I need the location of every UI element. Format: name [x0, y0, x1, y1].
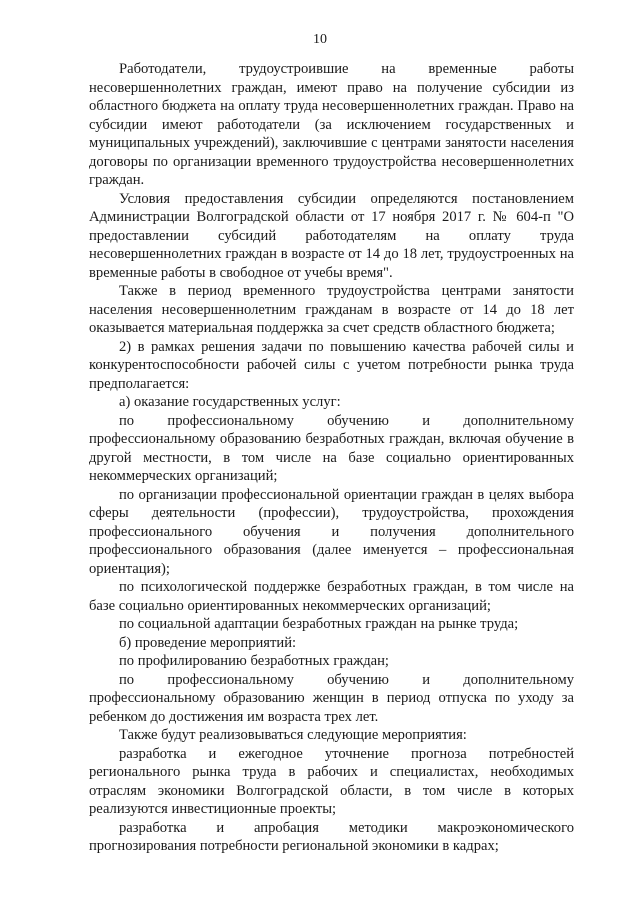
paragraph-psychological-support: по психологической поддержке безработных граждан, в том числе на базе социально ориентированных некоммерческих организаций;: [89, 579, 574, 614]
paragraph-labor-forecast: разработка и ежегодное уточнение прогноза потребностей регионального рынка труда в рабочих и специалистах, необходимых отраслям экономики Волгоградской области, в том числе в которых реализуются инвестиционные проекты;: [89, 745, 574, 817]
document-body: [89, 60, 574, 856]
paragraph-subsidy-conditions: Условия предоставления субсидии определяются постановлением Администрации Волгоградской области от 17 ноября 2017 г. № 604-п "О предоставлении субсидий работодателям на оплату труда несовершеннолетних граждан в возрасте от 14 до 18 лет, трудоустроенных на временные работы в свободное от учебы время".: [89, 190, 574, 281]
paragraph-social-adaptation: по социальной адаптации безработных граждан на рынке труда;: [119, 616, 519, 632]
paragraph-item-a: а) оказание государственных услуг:: [119, 394, 341, 410]
paragraph-employers-subsidy: Работодатели, трудоустроившие на временные работы несовершеннолетних граждан, имеют право на получение субсидии из областного бюджета на оплату труда несовершеннолетних граждан. Право на субсидии имеют работодатели (за исключением государственных и муниципальных учреждений), заключившие с центрами занятости населения договоры по организации временного трудоустройства несовершеннолетних граждан.: [89, 61, 574, 188]
page-number: 10: [313, 32, 327, 47]
paragraph-item-b: б) проведение мероприятий:: [119, 634, 297, 651]
paragraph-professional-training: по профессиональному обучению и дополнительному профессиональному образованию безработных граждан, включая обучение в другой местности, в том числе на базе социально ориентированных некоммерческих организаций;: [89, 412, 574, 484]
paragraph-additional-measures: Также будут реализовываться следующие мероприятия:: [119, 727, 467, 743]
paragraph-profiling: по профилированию безработных граждан;: [119, 653, 389, 669]
paragraph-material-support: Также в период временного трудоустройства центрами занятости населения несовершеннолетним гражданам в возрасте от 14 до 18 лет оказывается материальная поддержка за счет средств областного бюджета;: [89, 283, 574, 336]
paragraph-task-2: 2) в рамках решения задачи по повышению качества рабочей силы и конкурентоспособности рабочей силы с учетом потребности рынка труда предполагается:: [89, 338, 574, 392]
paragraph-forecast-methodology: разработка и апробация методики макроэкономического прогнозирования потребности региональной экономики в кадрах;: [89, 819, 574, 854]
paragraph-women-training: по профессиональному обучению и дополнительному профессиональному образованию женщин в период отпуска по уходу за ребенком до достижения им возраста трех лет.: [89, 671, 574, 725]
paragraph-career-guidance: по организации профессиональной ориентации граждан в целях выбора сферы деятельности (профессии), трудоустройства, прохождения профессионального обучения и получения дополнительного профессионального образования (далее именуется – профессиональная ориентация);: [89, 486, 574, 577]
